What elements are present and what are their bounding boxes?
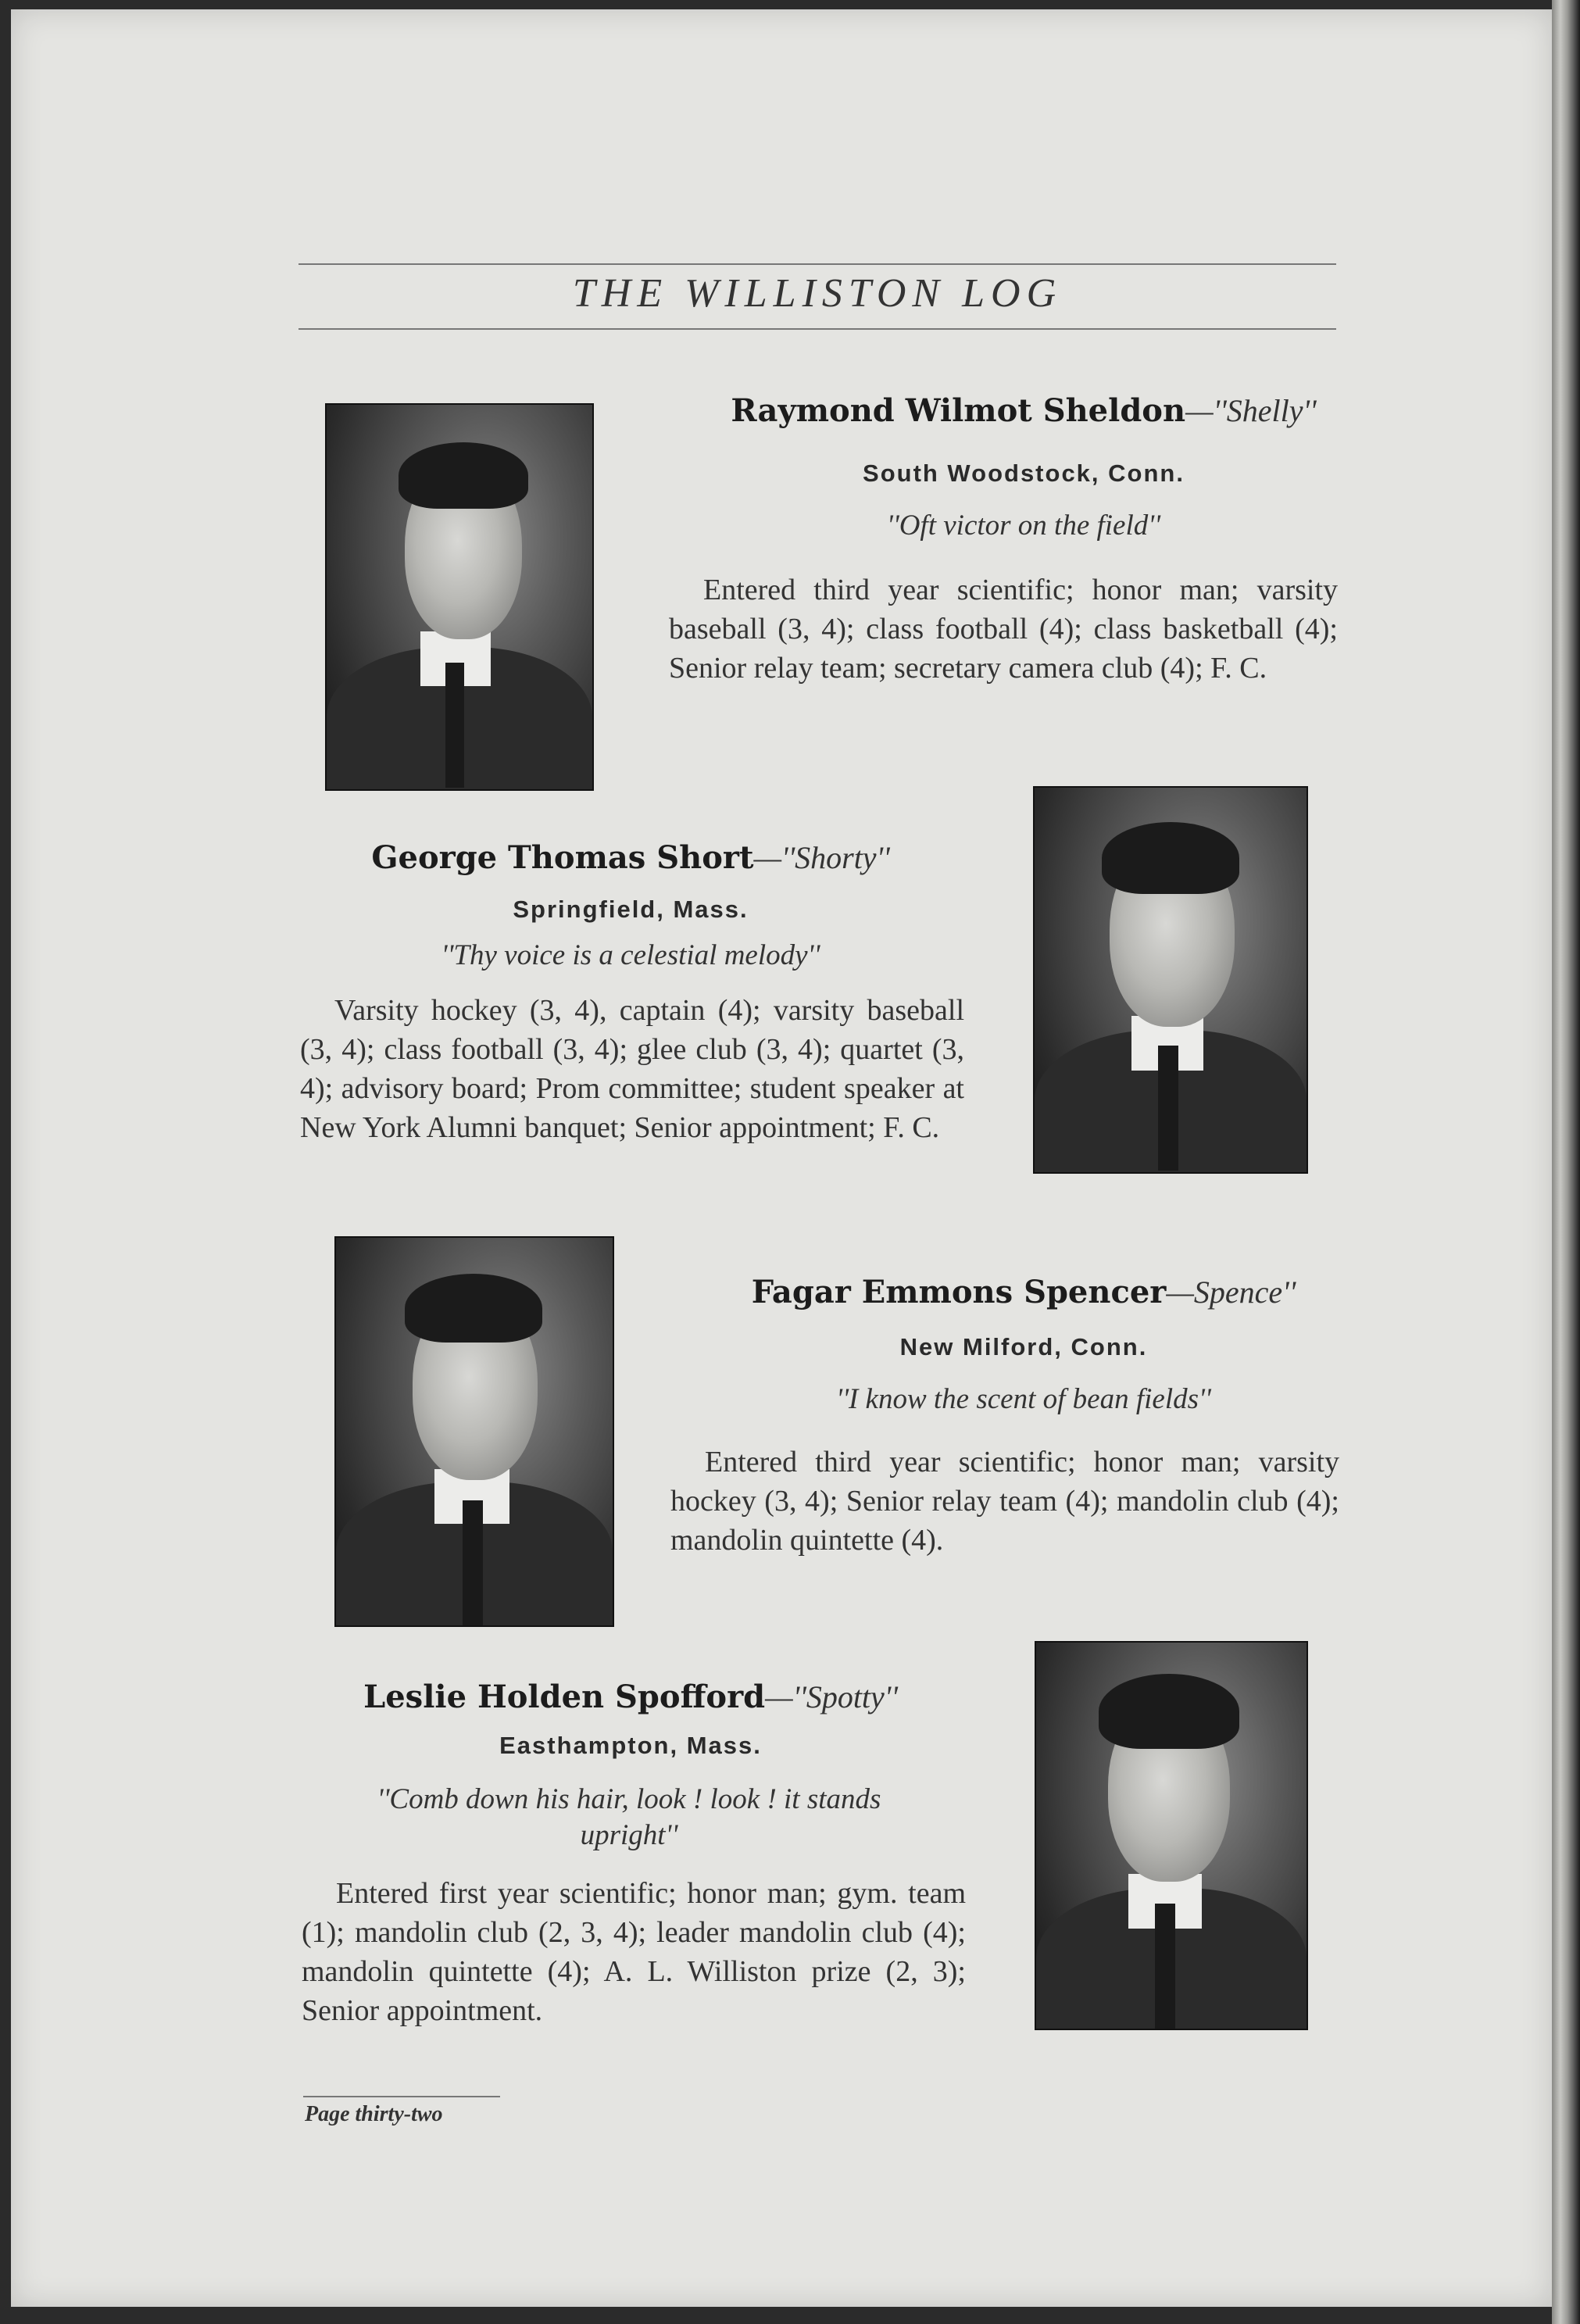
header-top-rule — [298, 263, 1336, 265]
student-quote: ''I know the scent of bean fields'' — [836, 1383, 1211, 1415]
student-name-line — [672, 1274, 1375, 1310]
portrait-photo-spencer — [334, 1236, 614, 1627]
student-name-line — [672, 392, 1375, 429]
book-spine — [1552, 0, 1580, 2324]
header-bottom-rule — [298, 328, 1336, 330]
page-header-title: THE WILLISTON LOG — [572, 271, 1063, 316]
student-name-line — [298, 839, 963, 876]
page-number-label: Page thirty-two — [305, 2102, 443, 2126]
student-nickname: —''Spotty'' — [765, 1679, 898, 1714]
student-name-line — [298, 1679, 963, 1715]
student-hometown: Springfield, Mass. — [513, 896, 749, 923]
student-bio: Entered third year scientific; honor man; varsity baseball (3, 4); class football (4); class basketball (4); Senior relay team; secretary camera club (4); F. C. — [669, 574, 1338, 685]
student-quote: ''Thy voice is a celestial melody'' — [441, 939, 820, 971]
portrait-photo-spofford — [1035, 1641, 1308, 2030]
student-bio: Entered third year scientific; honor man; varsity hockey (3, 4); Senior relay team (4); mandolin club (4); mandolin quintette (4). — [670, 1446, 1339, 1557]
portrait-photo-sheldon — [325, 403, 594, 791]
student-name: Fagar Emmons Spencer — [751, 1274, 1167, 1310]
student-quote: ''Comb down his hair, look ! look ! it stands upright'' — [377, 1783, 881, 1851]
student-name: Raymond Wilmot Sheldon — [731, 392, 1186, 429]
footer-rule — [303, 2096, 500, 2097]
student-name: George Thomas Short — [371, 839, 754, 876]
student-nickname: —''Shelly'' — [1185, 393, 1317, 428]
student-nickname: —''Shorty'' — [753, 840, 890, 875]
student-hometown: New Milford, Conn. — [899, 1333, 1148, 1360]
student-bio: Entered first year scientific; honor man; gym. team (1); mandolin club (2, 3, 4); leader mandolin club (4); mandolin quintette (4); A. L. Williston prize (2, 3); Senior appointment. — [302, 1877, 966, 2027]
student-nickname: —Spence'' — [1166, 1275, 1296, 1310]
student-hometown: Easthampton, Mass. — [499, 1732, 762, 1759]
portrait-photo-short — [1033, 786, 1308, 1174]
student-bio: Varsity hockey (3, 4), captain (4); varsity baseball (3, 4); class football (3, 4); glee club (3, 4); quartet (3, 4); advisory board; Prom committee; student speaker at New York Alumni banquet; Senior appointment; F. C. — [300, 994, 964, 1144]
student-hometown: South Woodstock, Conn. — [863, 459, 1185, 487]
student-quote: ''Oft victor on the field'' — [886, 509, 1161, 542]
student-name: Leslie Holden Spofford — [363, 1679, 766, 1715]
